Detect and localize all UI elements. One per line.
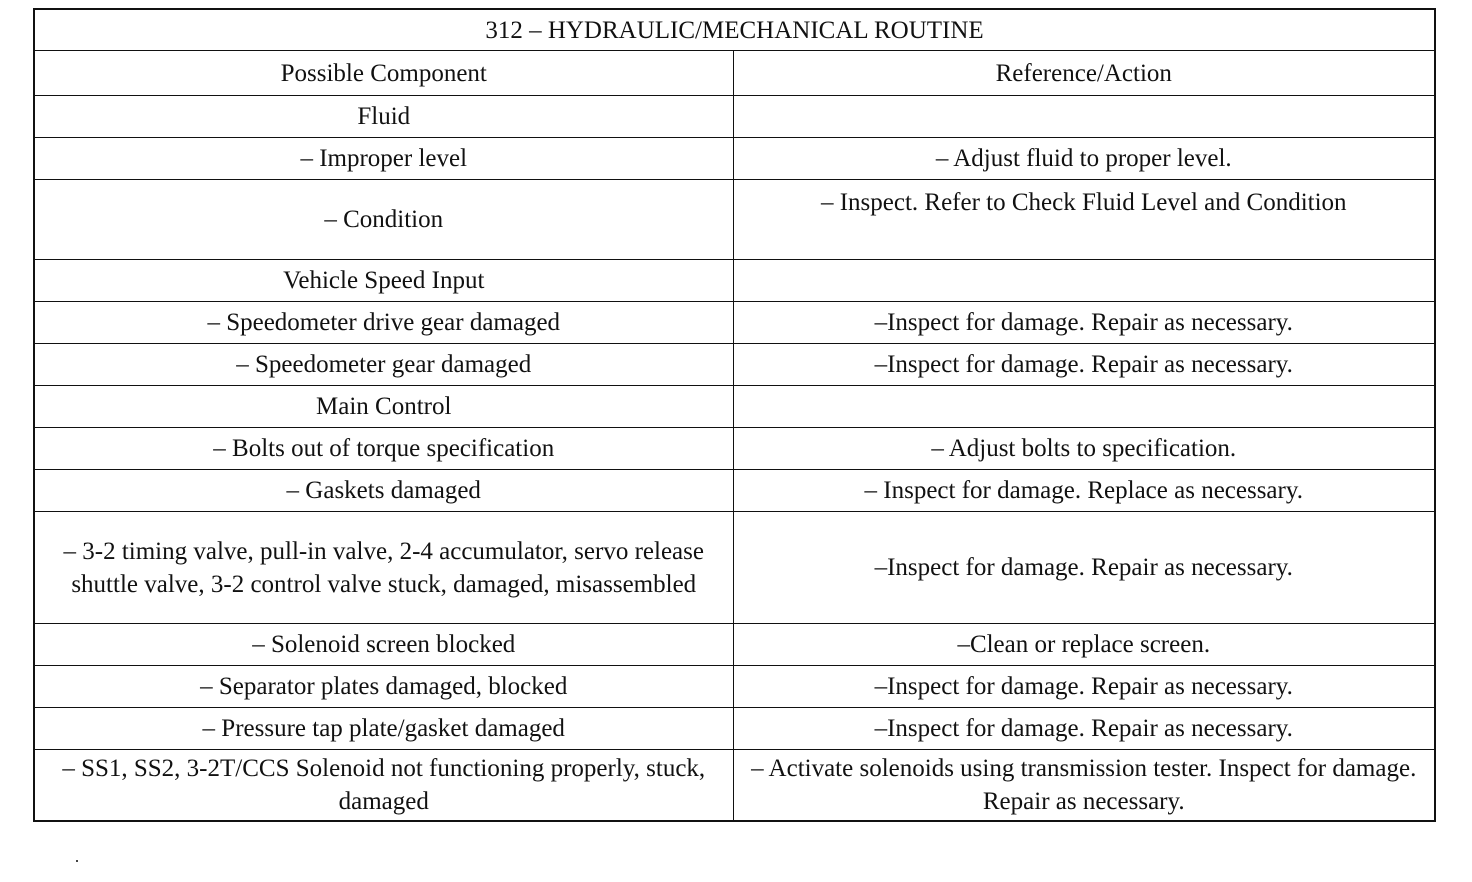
table-row bbox=[34, 386, 1435, 428]
component-cell: – SS1, SS2, 3-2T/CCS Solenoid not functioning properly, stuck, damaged bbox=[34, 750, 733, 822]
action-cell: – Adjust fluid to proper level. bbox=[733, 138, 1435, 180]
component-cell: Vehicle Speed Input bbox=[34, 260, 733, 302]
scan-speck bbox=[76, 860, 78, 862]
header-component: Possible Component bbox=[34, 51, 733, 96]
component-cell: – 3-2 timing valve, pull-in valve, 2-4 accumulator, servo release shuttle valve, 3-2 control valve stuck, damaged, misassembled bbox=[34, 512, 733, 624]
action-cell: –Clean or replace screen. bbox=[733, 624, 1435, 666]
action-cell: – Inspect. Refer to Check Fluid Level and Condition bbox=[733, 180, 1435, 260]
action-cell: – Inspect for damage. Replace as necessary. bbox=[733, 470, 1435, 512]
table-row bbox=[34, 138, 1435, 180]
action-cell: –Inspect for damage. Repair as necessary. bbox=[733, 302, 1435, 344]
table-row bbox=[34, 180, 1435, 260]
action-cell: –Inspect for damage. Repair as necessary. bbox=[733, 512, 1435, 624]
table-row bbox=[34, 666, 1435, 708]
title-row bbox=[34, 9, 1435, 51]
action-cell: –Inspect for damage. Repair as necessary. bbox=[733, 344, 1435, 386]
component-cell: – Condition bbox=[34, 180, 733, 260]
component-cell: Main Control bbox=[34, 386, 733, 428]
component-cell: – Improper level bbox=[34, 138, 733, 180]
action-cell bbox=[733, 386, 1435, 428]
table-row bbox=[34, 750, 1435, 822]
component-cell: – Solenoid screen blocked bbox=[34, 624, 733, 666]
table-row bbox=[34, 708, 1435, 750]
table-row bbox=[34, 344, 1435, 386]
table-row bbox=[34, 428, 1435, 470]
header-row bbox=[34, 51, 1435, 96]
table-row bbox=[34, 96, 1435, 138]
component-cell: Fluid bbox=[34, 96, 733, 138]
action-cell bbox=[733, 260, 1435, 302]
table-title: 312 – HYDRAULIC/MECHANICAL ROUTINE bbox=[34, 9, 1435, 51]
table-row bbox=[34, 512, 1435, 624]
component-cell: – Separator plates damaged, blocked bbox=[34, 666, 733, 708]
header-action: Reference/Action bbox=[733, 51, 1435, 96]
routine-table bbox=[33, 8, 1436, 822]
action-cell: –Inspect for damage. Repair as necessary. bbox=[733, 666, 1435, 708]
component-cell: – Gaskets damaged bbox=[34, 470, 733, 512]
table-row bbox=[34, 302, 1435, 344]
action-cell: –Inspect for damage. Repair as necessary. bbox=[733, 708, 1435, 750]
component-cell: – Speedometer gear damaged bbox=[34, 344, 733, 386]
component-cell: – Bolts out of torque specification bbox=[34, 428, 733, 470]
table-row bbox=[34, 260, 1435, 302]
action-cell bbox=[733, 96, 1435, 138]
action-cell: – Adjust bolts to specification. bbox=[733, 428, 1435, 470]
action-cell: – Activate solenoids using transmission tester. Inspect for damage. Repair as necessary. bbox=[733, 750, 1435, 822]
component-cell: – Speedometer drive gear damaged bbox=[34, 302, 733, 344]
table-row bbox=[34, 624, 1435, 666]
table-row bbox=[34, 470, 1435, 512]
component-cell: – Pressure tap plate/gasket damaged bbox=[34, 708, 733, 750]
